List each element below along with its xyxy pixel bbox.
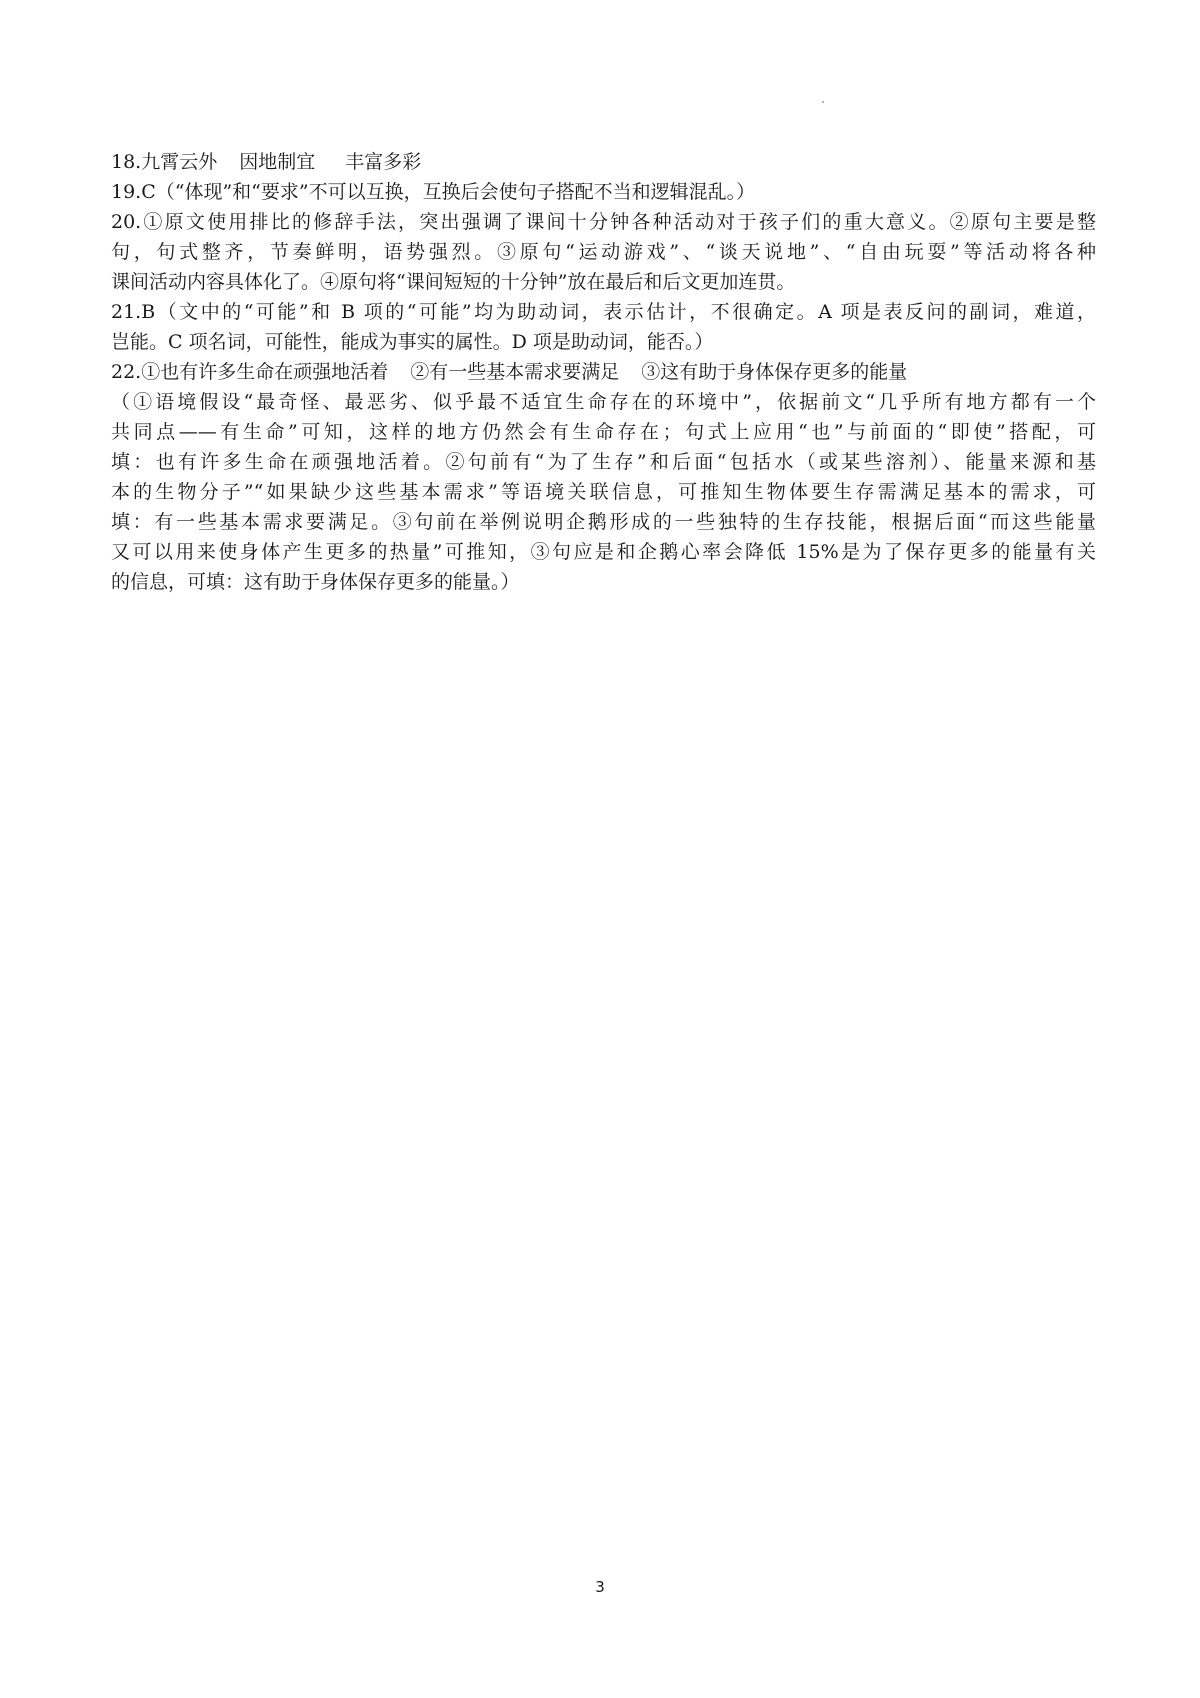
answer-22-blank-1: ①也有许多生命在顽强地活着 — [141, 361, 389, 383]
page-number: 3 — [595, 1578, 605, 1596]
answer-21-line-2: 岂能。C 项名词，可能性，能成为事实的属性。D 项是助动词，能否。） — [111, 331, 714, 353]
answer-22-explanation-line-4: 本的生物分子”“如果缺少这些基本需求”等语境关联信息，可推知生物体要生存需满足基本的需求，可 — [111, 481, 1096, 503]
answer-20-line-1: 20.①原文使用排比的修辞手法，突出强调了课间十分钟各种活动对于孩子们的重大意义。②原句主要是整 — [111, 211, 1096, 233]
answer-22-explanation-line-1: （①语境假设“最奇怪、最恶劣、似乎最不适宜生命存在的环境中”，依据前文“几乎所有地方都有一个 — [111, 391, 1096, 413]
answer-22-explanation-line-2: 共同点——有生命”可知，这样的地方仍然会有生命存在；句式上应用“也”与前面的“即使”搭配，可 — [111, 421, 1096, 443]
answer-18-idiom-2: 因地制宜 — [239, 151, 316, 173]
answer-22-number: 22. — [111, 361, 142, 383]
answer-18-number: 18. — [111, 151, 142, 173]
answer-22-explanation-line-7: 的信息，可填：这有助于身体保存更多的能量。） — [111, 571, 520, 593]
answer-21-line-1: 21.B（文中的“可能”和 B 项的“可能”均为助动词，表示估计，不很确定。A 项是表反问的副词，难道， — [111, 301, 1096, 323]
answer-22-blank-2: ②有一些基本需求要满足 — [410, 361, 620, 383]
answer-22-explanation-line-5: 填：有一些基本需求要满足。③句前在举例说明企鹅形成的一些独特的生存技能，根据后面“而这些能量 — [111, 511, 1096, 533]
answer-18 — [111, 147, 1096, 177]
answer-20-line-3: 课间活动内容具体化了。④原句将“课间短短的十分钟”放在最后和后文更加连贯。 — [111, 271, 796, 293]
answer-22-explanation-line-6: 又可以用来使身体产生更多的热量”可推知，③句应是和企鹅心率会降低 15%是为了保存更多的能量有关 — [111, 541, 1096, 563]
answer-20-line-2: 句，句式整齐，节奏鲜明，语势强烈。③原句“运动游戏”、“谈天说地”、“自由玩耍”等活动将各种 — [111, 241, 1096, 263]
answer-content — [111, 147, 1096, 597]
answer-22 — [111, 357, 1096, 387]
scan-dot-mark — [822, 101, 824, 103]
answer-22-explanation-line-3: 填：也有许多生命在顽强地活着。②句前有“为了生存”和后面“包括水（或某些溶剂）、能量来源和基 — [111, 451, 1096, 473]
answer-18-idiom-3: 丰富多彩 — [345, 151, 422, 173]
answer-18-idiom-1: 九霄云外 — [141, 151, 218, 173]
answer-22-blank-3: ③这有助于身体保存更多的能量 — [641, 361, 908, 383]
answer-19: 19.C（“体现”和“要求”不可以互换，互换后会使句子搭配不当和逻辑混乱。） — [111, 181, 756, 203]
